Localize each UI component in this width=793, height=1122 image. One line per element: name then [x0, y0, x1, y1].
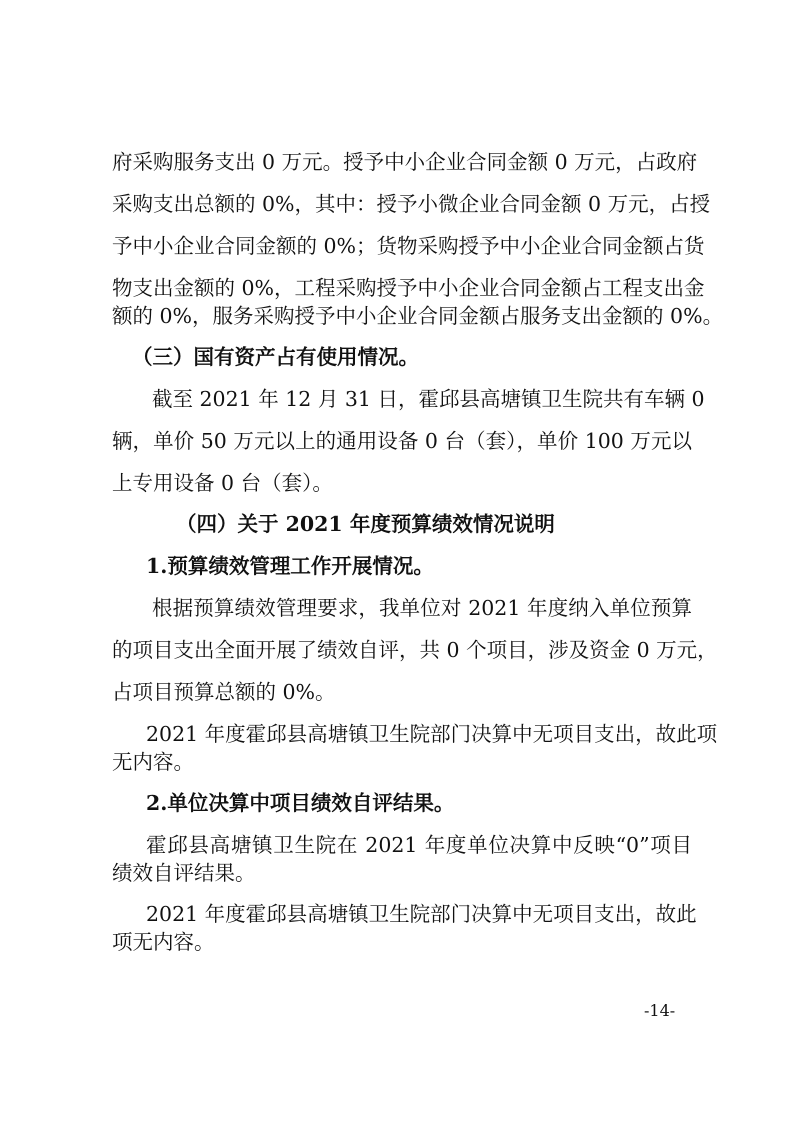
result-2-line-1: 2021 年度霍邱县高塘镇卫生院部门决算中无项目支出，故此: [146, 902, 697, 926]
perf-1-line-1: 根据预算绩效管理要求，我单位对 2021 年度纳入单位预算: [152, 596, 692, 620]
result-2-line-2: 项无内容。: [112, 930, 215, 954]
procurement-line-4: 物支出金额的 0%，工程采购授予中小企业合同金额占工程支出金: [112, 276, 705, 300]
page-number: -14-: [644, 1001, 676, 1020]
assets-line-2: 辆，单价 50 万元以上的通用设备 0 台（套），单价 100 万元以: [112, 429, 692, 453]
procurement-line-1: 府采购服务支出 0 万元。授予中小企业合同金额 0 万元，占政府: [112, 150, 698, 174]
result-1-line-1: 霍邱县高塘镇卫生院在 2021 年度单位决算中反映“0”项目: [146, 833, 692, 857]
subheading-self-eval-result: 2.单位决算中项目绩效自评结果。: [146, 791, 455, 815]
procurement-line-3: 予中小企业合同金额的 0%；货物采购授予中小企业合同金额占货: [112, 234, 705, 258]
perf-2-line-2: 无内容。: [112, 750, 194, 774]
subheading-perf-management: 1.预算绩效管理工作开展情况。: [146, 554, 434, 578]
perf-1-line-2: 的项目支出全面开展了绩效自评，共 0 个项目，涉及资金 0 万元，: [112, 638, 718, 662]
heading-performance: （四）关于 2021 年度预算绩效情况说明: [176, 512, 555, 536]
procurement-line-5: 额的 0%，服务采购授予中小企业合同金额占服务支出金额的 0%。: [112, 304, 724, 328]
result-1-line-2: 绩效自评结果。: [112, 861, 256, 885]
heading-assets: （三）国有资产占有使用情况。: [132, 345, 419, 369]
perf-1-line-3: 占项目预算总额的 0%。: [112, 680, 336, 704]
assets-line-3: 上专用设备 0 台（套）。: [112, 471, 333, 495]
perf-2-line-1: 2021 年度霍邱县高塘镇卫生院部门决算中无项目支出，故此项: [146, 722, 718, 746]
assets-line-1: 截至 2021 年 12 月 31 日，霍邱县高塘镇卫生院共有车辆 0: [152, 387, 705, 411]
procurement-line-2: 采购支出总额的 0%，其中：授予小微企业合同金额 0 万元，占授: [112, 192, 711, 216]
